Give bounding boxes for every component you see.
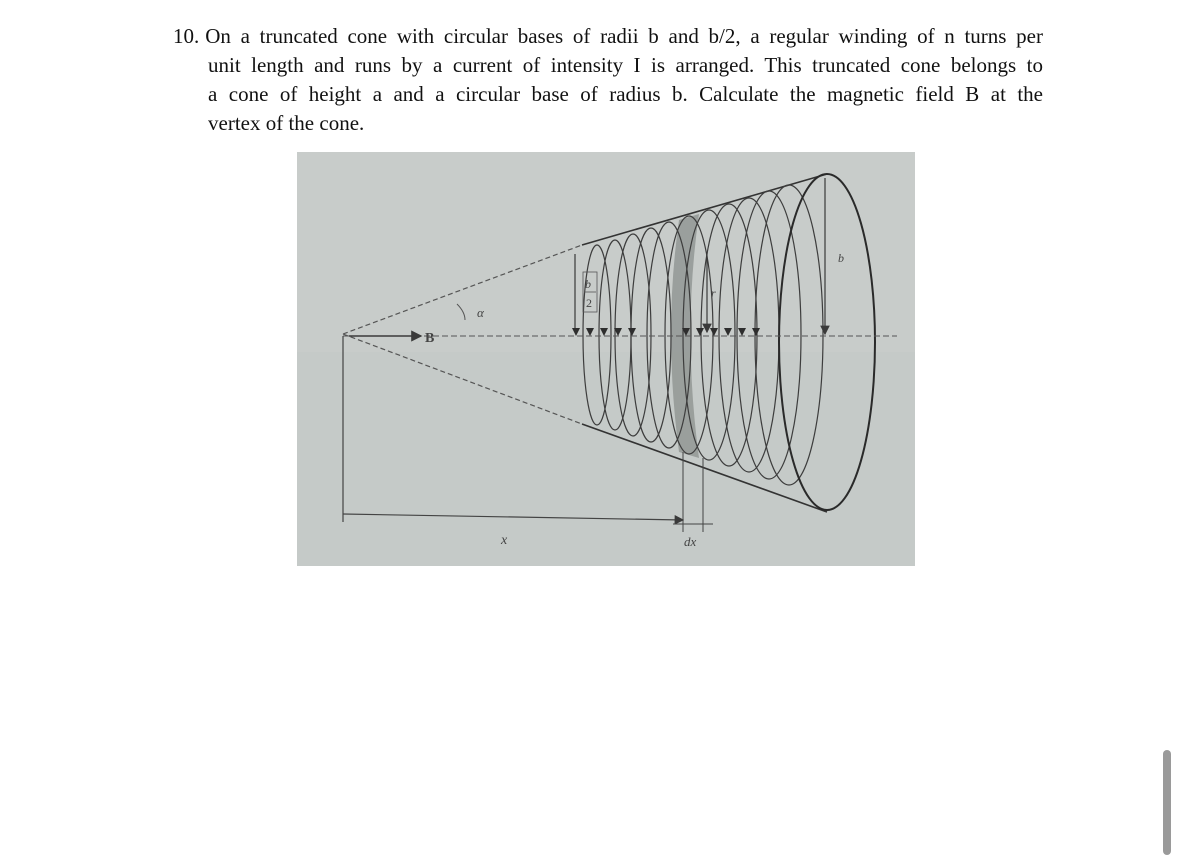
- x-label: x: [501, 533, 508, 548]
- angle-label: α: [477, 305, 484, 320]
- cone-figure: [297, 152, 915, 566]
- dx-label: dx: [684, 534, 697, 549]
- problem-text-line-1: On a truncated cone with circular bases of radii b and b/2, a regular winding of n turns per: [205, 24, 1043, 48]
- problem-line-3: a cone of height a and a circular base of radius b. Calculate the magnetic field B at the: [208, 82, 1043, 106]
- r-radius-label: r: [711, 286, 716, 300]
- small-radius-denominator: 2: [586, 296, 592, 310]
- small-radius-numerator: b: [585, 277, 591, 291]
- problem-line-1: [173, 22, 1043, 51]
- problem-line-2: unit length and runs by a current of intensity I is arranged. This truncated cone belongs to: [208, 53, 1043, 77]
- field-label: B: [425, 331, 435, 346]
- problem-statement: [173, 22, 1043, 138]
- problem-number: 10.: [173, 24, 200, 48]
- b-radius-label: b: [838, 251, 844, 265]
- vertical-scrollbar[interactable]: [1163, 750, 1171, 855]
- problem-line-4: vertex of the cone.: [208, 111, 365, 135]
- cone-diagram: [297, 152, 915, 566]
